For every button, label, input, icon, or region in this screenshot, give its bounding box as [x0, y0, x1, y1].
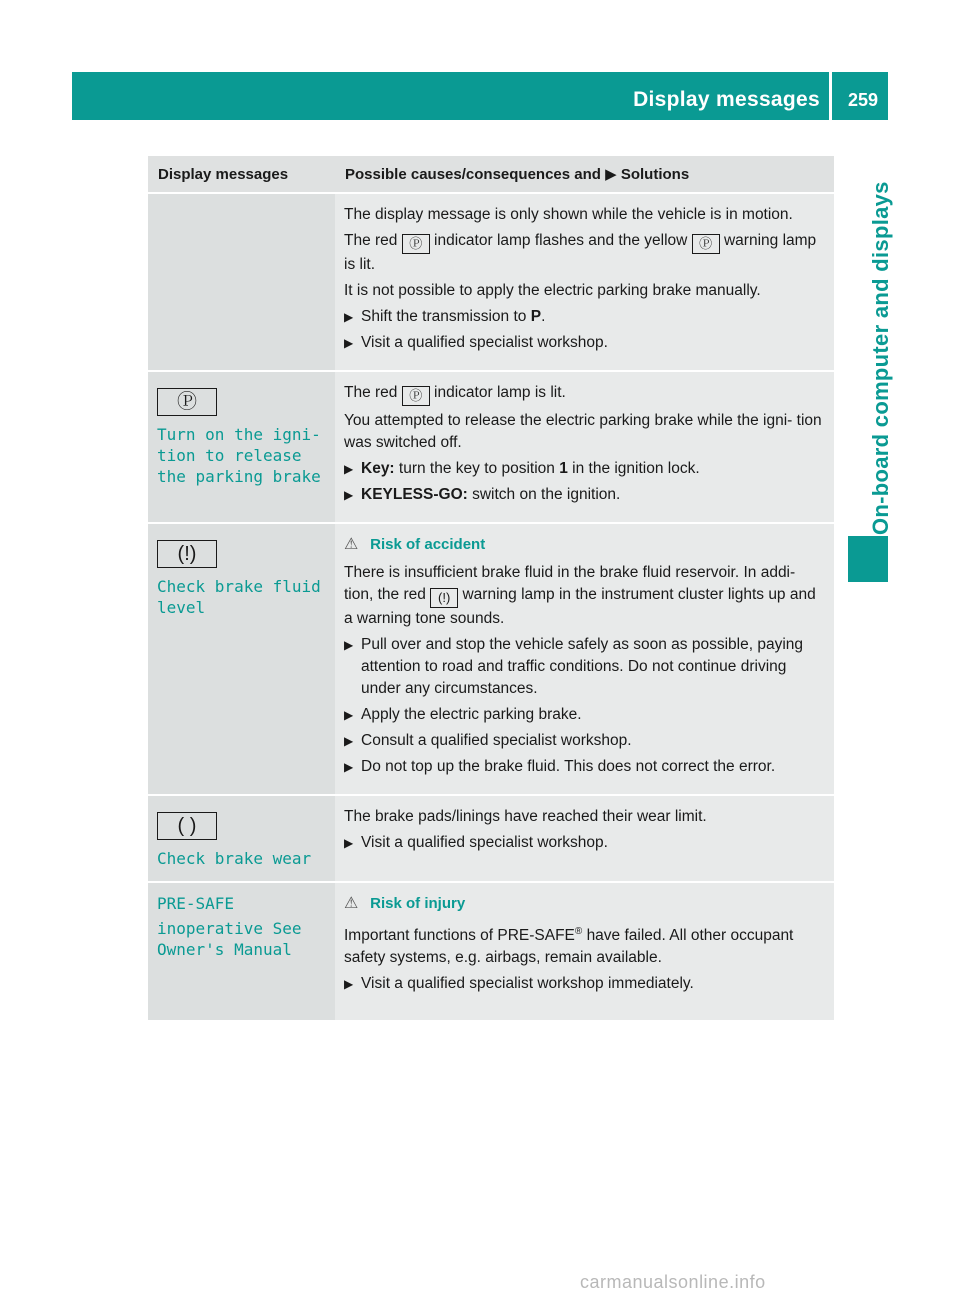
step-arrow-icon: ▶: [344, 708, 354, 722]
step-arrow-icon: ▶: [344, 734, 354, 748]
parking-brake-icon: Ⓟ: [402, 234, 430, 254]
causes-cell: ⚠ Risk of injury Important functions of PRE-SAFE® have failed. All other occupant safety systems, e.g. airbags, remain available. ▶ Visit a qualified specialist workshop immediately.: [335, 883, 834, 1020]
causes-cell: The display message is only shown while the vehicle is in motion. The red Ⓟ indicator lamp flashes and the yellow Ⓟ warning lamp is lit. It is not possible to apply the electric parking brake manually. ▶ Shift the transmission to P. ▶ Visit a qualified specialist workshop.: [335, 194, 834, 370]
display-message-text: Check brake wear: [157, 849, 312, 868]
solution-step: ▶ Apply the electric parking brake.: [344, 704, 826, 726]
solutions-arrow-icon: ▶: [605, 166, 617, 183]
parking-brake-icon: Ⓟ: [402, 386, 430, 406]
message-cell: [148, 796, 335, 881]
display-message-text: Turn on the igni- tion to release the parking brake: [157, 425, 321, 486]
table-row: [148, 524, 834, 794]
side-tab-label: On-board computer and displays: [868, 181, 893, 535]
solution-step: ▶ Visit a qualified specialist workshop immediately.: [344, 973, 826, 995]
solution-step: ▶ Pull over and stop the vehicle safely as soon as possible, paying attention to road and traffic conditions. Do not continue driving under any circumstances.: [344, 636, 804, 697]
solution-step: ▶ Do not top up the brake fluid. This does not correct the error.: [344, 756, 826, 778]
brake-wear-icon: ( ): [157, 812, 217, 840]
step-arrow-icon: ▶: [344, 310, 354, 324]
parking-brake-icon: Ⓟ: [692, 234, 720, 254]
header-title: Display messages: [633, 88, 820, 111]
causes-cell: The brake pads/linings have reached their wear limit. ▶ Visit a qualified specialist workshop.: [335, 796, 834, 881]
watermark: carmanualsonline.info: [580, 1272, 766, 1292]
display-message-text: Check brake fluid level: [157, 577, 321, 617]
table-row: [148, 194, 834, 370]
table-row: [148, 883, 834, 1020]
solution-step: ▶ Visit a qualified specialist workshop.: [344, 832, 826, 854]
header-divider: [829, 72, 832, 120]
brake-warning-icon: (!): [430, 588, 458, 608]
solution-step: ▶ Key: turn the key to position 1 in the ignition lock.: [344, 458, 826, 480]
step-arrow-icon: ▶: [344, 462, 354, 476]
warning-heading: ⚠ Risk of injury: [344, 893, 826, 915]
message-cell: [148, 194, 335, 370]
step-arrow-icon: ▶: [344, 760, 354, 774]
message-cell: [148, 372, 335, 522]
solution-step: ▶ Visit a qualified specialist workshop.: [344, 332, 826, 354]
display-messages-table: [148, 154, 834, 1022]
side-tab-marker: [848, 536, 888, 582]
step-arrow-icon: ▶: [344, 638, 354, 652]
display-message-text: inoperative See Owner's Manual: [157, 919, 302, 959]
solution-step: ▶ KEYLESS-GO: switch on the ignition.: [344, 484, 826, 506]
solution-step: ▶ Shift the transmission to P.: [344, 306, 826, 328]
side-tab: [848, 120, 893, 580]
parking-brake-icon: Ⓟ: [157, 388, 217, 416]
display-message-text: PRE-SAFE: [157, 894, 235, 913]
warning-triangle-icon: ⚠: [344, 536, 359, 553]
header-bar: [72, 72, 888, 120]
step-arrow-icon: ▶: [344, 336, 354, 350]
causes-cell: ⚠ Risk of accident There is insufficient brake fluid in the brake fluid reservoir. In addi- tion, the red (!) warning lamp in the instrument cluster lights up and a warning tone sounds. ▶ Pull over and stop the vehicle safely as soon as possible, paying attention to road and traffic conditions. Do not continue driving under any circumstances. ▶ Apply the electric parking brake. ▶ Consult a qualified specialist workshop. ▶ Do not top up the brake fluid. This does not correct the error.: [335, 524, 834, 794]
page-number: 259: [847, 90, 878, 110]
table-header-row: [148, 156, 834, 192]
causes-cell: The red Ⓟ indicator lamp is lit. You attempted to release the electric parking brake while the igni- tion was switched off. ▶ Key: turn the key to position 1 in the ignition lock. ▶ KEYLESS-GO: switch on the ignition.: [335, 372, 834, 522]
step-arrow-icon: ▶: [344, 488, 354, 502]
warning-triangle-icon: ⚠: [344, 895, 359, 912]
brake-warning-icon: (!): [157, 540, 217, 568]
warning-heading: ⚠ Risk of accident: [344, 534, 826, 556]
column-header-messages: Display messages: [148, 156, 335, 192]
solution-step: ▶ Consult a qualified specialist workshop.: [344, 730, 826, 752]
message-cell: [148, 883, 335, 1020]
step-arrow-icon: ▶: [344, 836, 354, 850]
column-header-causes: Possible causes/consequences and ▶ Solutions: [335, 156, 834, 192]
table-row: [148, 372, 834, 522]
message-cell: [148, 524, 335, 794]
table-row: [148, 796, 834, 881]
step-arrow-icon: ▶: [344, 977, 354, 992]
